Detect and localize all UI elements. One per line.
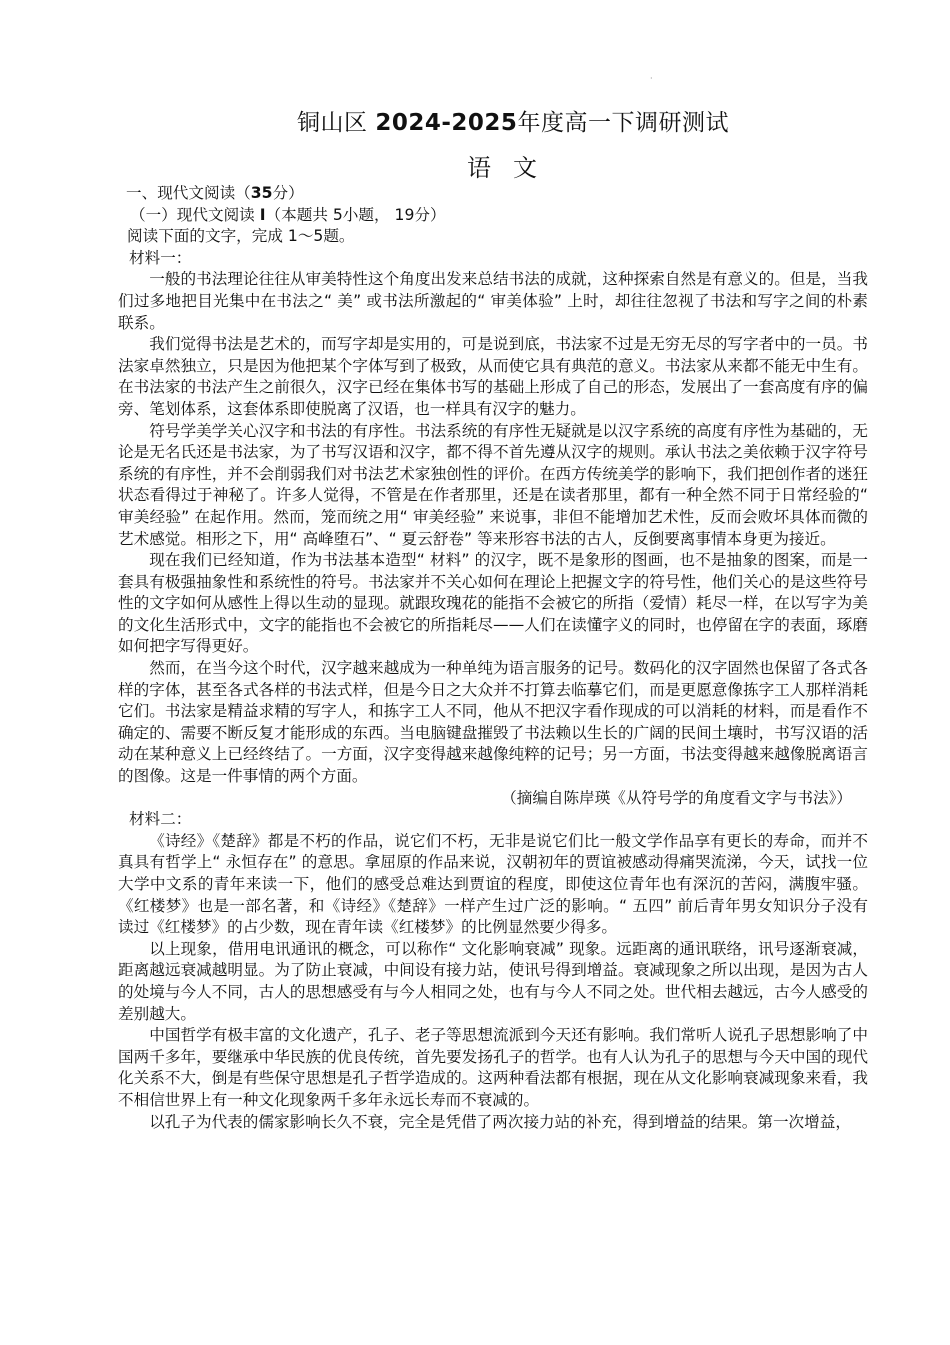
section-heading-suffix: 分） [272,184,304,202]
subsection-numeral: I [259,205,266,224]
section-heading-score: 35 [250,184,273,202]
paragraph: 现在我们已经知道，作为书法基本造型“ 材料” 的汉字，既不是象形的图画，也不是抽象的图案，而是一套具有极强抽象性和系统性的符号。书法家并不关心如何在理论上把握文字的符号性，他们关心的是这些符号性的文字如何从感性上得以生动的显现。就跟玫瑰花的能指不会被它的所指（爱情）耗尽一样，在以写字为美的文化生活形式中，文字的能指也不会被它的所指耗尽——人们在读懂字义的同时，也停留在字的表面，琢磨如何把字写得更好。 [118,551,868,656]
section-heading [118,183,868,205]
page-mark: · [650,74,653,83]
paragraph: 我们觉得书法是艺术的，而写字却是实用的，可是说到底，书法家不过是无穷无尽的写字者中的一员。书法家卓然独立，只是因为他把某个字体写到了极致，从而使它具有典范的意义。书法家从来都不能无中生有。在书法家的书法产生之前很久，汉字已经在集体书写的基础上形成了自己的形态，发展出了一套高度有序的偏旁、笔划体系，这套体系即使脱离了汉语，也一样具有汉字的魅力。 [118,335,868,418]
material-two-label: 材料二： [129,810,192,829]
paragraph: 以孔子为代表的儒家影响长久不衰，完全是凭借了两次接力站的补充，得到增益的结果。第一次增益， [149,1112,851,1131]
section-heading-prefix: 一、现代文阅读（ [126,184,251,202]
subject-title: 语文 [467,154,559,182]
subsection-suffix: （本题共 5小题， 19分） [265,205,446,224]
paragraph: 符号学美学关心汉字和书法的有序性。书法系统的有序性无疑就是以汉字系统的高度有序性为基础的，无论是无名氏还是书法家，为了书写汉语和汉字，都不得不首先遵从汉字的规则。承认书法之美依赖于汉字符号系统的有序性，并不会削弱我们对书法艺术家独创性的评价。在西方传统美学的影响下，我们把创作者的迷狂状态看得过于神秘了。许多人觉得，不管是在作者那里，还是在读者那里，都有一种全然不同于日常经验的“ 审美经验” 在起作用。然而，笼而统之用“ 审美经验” 来说事，非但不能增加艺术性，反而会败坏具体而微的艺术感觉。相形之下，用“ 高峰堕石”、“ 夏云舒卷” 等来形容书法的古人，反倒要离事情本身更为接近。 [118,421,868,548]
title-prefix: 铜山区 [297,110,376,136]
exam-content [118,183,868,1133]
paragraph: 中国哲学有极丰富的文化遗产，孔子、老子等思想流派到今天还有影响。我们常听人说孔子思想影响了中国两千多年，要继承中华民族的优良传统，首先要发扬孔子的哲学。也有人认为孔子的思想与今天中国的现代化关系不大，倒是有些保守思想是孔子哲学造成的。这两种看法都有根据，现在从文化影响衰减现象来看，我不相信世界上有一种文化现象两千多年永远长寿而不衰减的。 [118,1026,868,1109]
subsection-heading [118,205,868,227]
title-year: 2024-2025 [375,110,518,136]
reading-instruction: 阅读下面的文字，完成 1～5题。 [127,227,355,246]
paragraph: 《诗经》《楚辞》都是不朽的作品，说它们不朽，无非是说它们比一般文学作品享有更长的寿命，而并不真具有哲学上“ 永恒存在” 的意思。拿屈原的作品来说，汉朝初年的贾谊被感动得痛哭流涕，今天，试找一位大学中文系的青年来读一下，他们的感受总难达到贾谊的程度，即使这位青年也有深沉的苦闷，满腹牢骚。《红楼梦》也是一部名著，和《诗经》《楚辞》一样产生过广泛的影响。“ 五四” 前后青年男女知识分子没有读过《红楼梦》的占少数，现在青年读《红楼梦》的比例显然要少得多。 [118,831,868,937]
exam-title [0,104,950,137]
paragraph: 一般的书法理论往往从审美特性这个角度出发来总结书法的成就，这种探索自然是有意义的。但是，当我们过多地把目光集中在书法之“ 美” 或书法所激起的“ 审美体验” 上时，却往往忽视了书法和写字之间的朴素联系。 [118,270,868,332]
subsection-prefix: （一）现代文阅读 [130,205,260,224]
material-one-source: （摘编自陈岸瑛《从符号学的角度看文字与书法》） [501,788,852,807]
material-one-label: 材料一： [129,248,192,267]
title-suffix: 年度高一下调研测试 [517,110,729,136]
paragraph: 以上现象，借用电讯通讯的概念，可以称作“ 文化影响衰减” 现象。远距离的通讯联络，讯号逐渐衰减，距离越远衰减越明显。为了防止衰减，中间设有接力站，使讯号得到增益。衰减现象之所以出现，是因为古人的处境与今人不同，古人的思想感受有与今人相同之处，也有与今人不同之处。世代相去越远，古今人感受的差别越大。 [118,939,868,1023]
paragraph: 然而，在当今这个时代，汉字越来越成为一种单纯为语言服务的记号。数码化的汉字固然也保留了各式各样的字体，甚至各式各样的书法式样，但是今日之大众并不打算去临摹它们，而是更愿意像拣字工人那样消耗它们。书法家是精益求精的写字人，和拣字工人不同，他从不把汉字看作现成的可以消耗的材料，而是看作不确定的、需要不断反复才能形成的东西。当电脑键盘摧毁了书法赖以生长的广阔的民间土壤时，书写汉语的活动在某种意义上已经终结了。一方面，汉字变得越来越像纯粹的记号；另一方面，书法变得越来越像脱离语言的图像。这是一件事情的两个方面。 [118,659,868,786]
